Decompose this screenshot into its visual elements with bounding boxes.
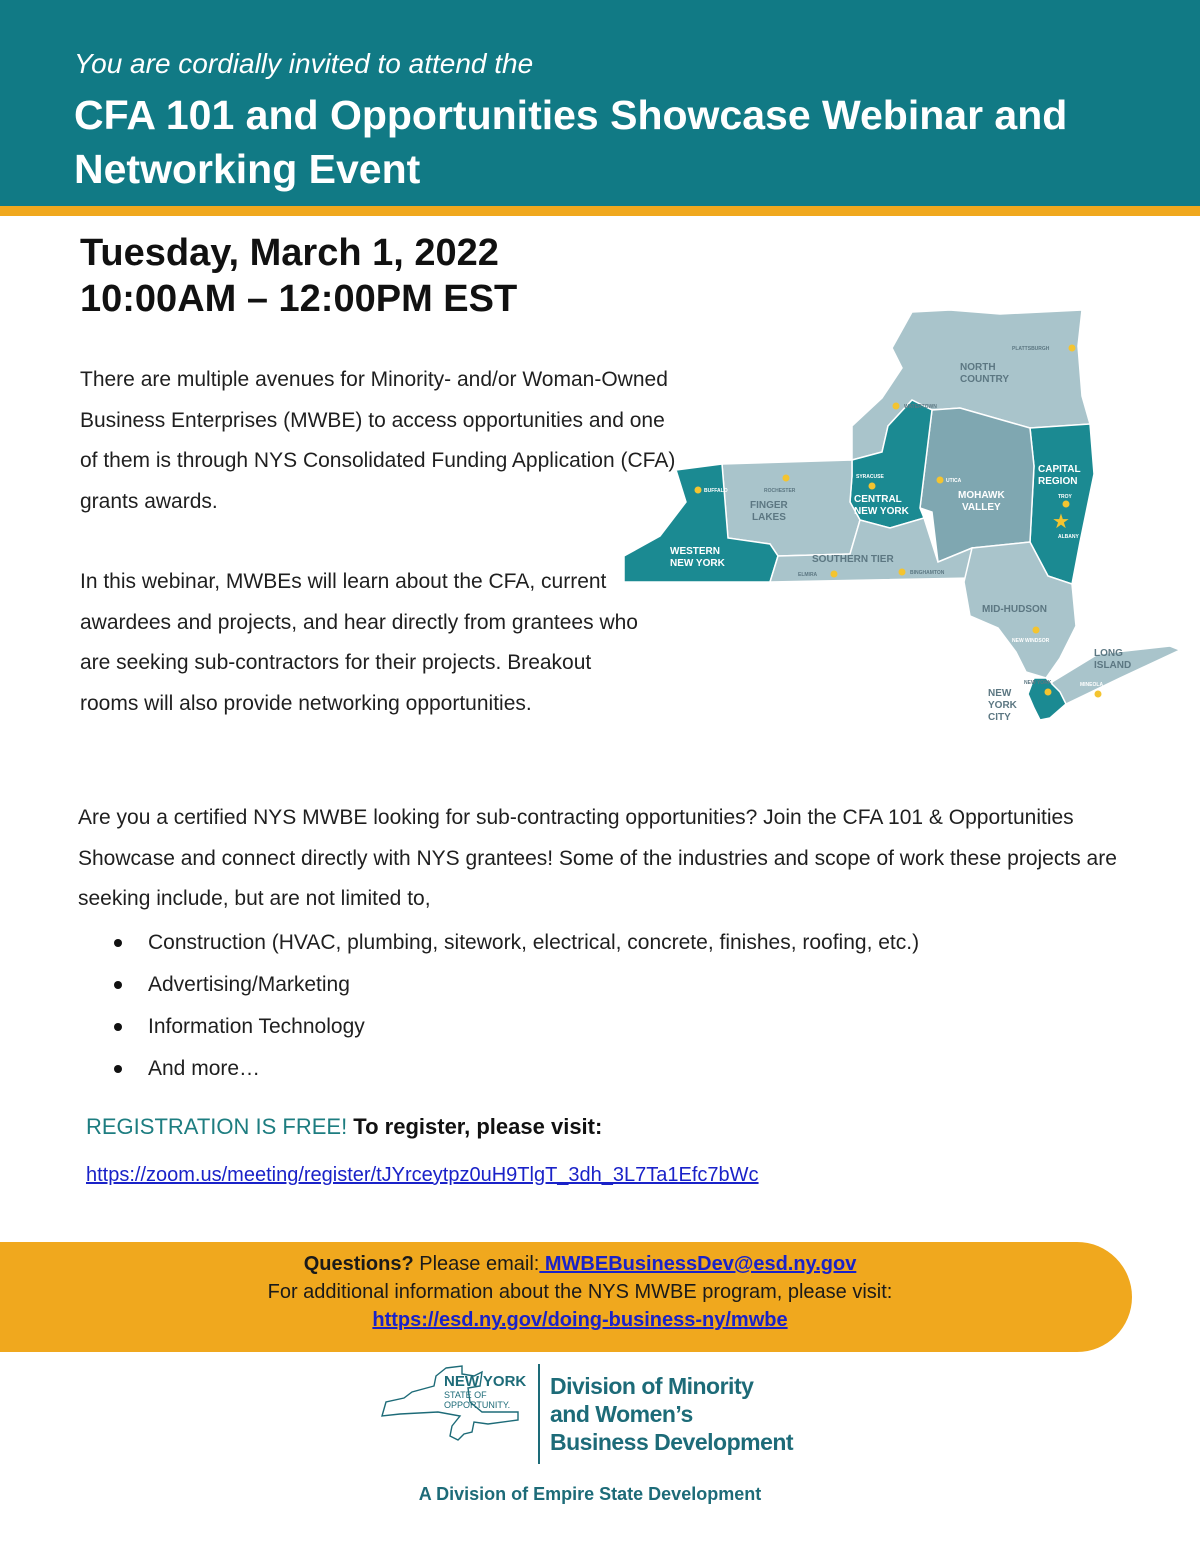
list-item-label: Construction (HVAC, plumbing, sitework, electrical, concrete, finishes, roofing, etc.) (148, 931, 920, 954)
map-label-southern: SOUTHERN TIER (812, 554, 894, 565)
map-label-finger-2: LAKES (752, 512, 786, 523)
map-city-watertown: WATERTOWN (904, 404, 937, 410)
invitation-intro: You are cordially invited to attend the (74, 48, 534, 79)
registration-free-label: REGISTRATION IS FREE! (86, 1114, 348, 1139)
paragraph-webinar-description: In this webinar, MWBEs will learn about the CFA, current awardees and projects, and hear directly from grantees who are seeking sub-contractors for their projects. Breakout rooms will also provide networking opportunities. (80, 570, 638, 715)
logo-ny-line1: NEW YORK (444, 1373, 527, 1390)
map-label-midhudson: MID-HUDSON (982, 604, 1047, 615)
map-dot-elmira (831, 571, 838, 578)
contact-email-link[interactable]: MWBEBusinessDev@esd.ny.gov (539, 1253, 857, 1275)
ny-regions-map (620, 306, 1132, 746)
mwbe-program-link[interactable]: https://esd.ny.gov/doing-business-ny/mwbe (372, 1309, 788, 1331)
bullet-icon (114, 1065, 122, 1073)
map-dot-plattsburgh (1069, 345, 1076, 352)
esd-tagline: A Division of Empire State Development (418, 1484, 762, 1504)
bullet-icon (114, 981, 122, 989)
list-item (112, 1048, 1112, 1090)
industry-list (112, 922, 1112, 1090)
map-city-new-windsor: NEW WINDSOR (1012, 638, 1050, 644)
map-dot-troy (1063, 501, 1070, 508)
map-label-long-island-2: ISLAND (1094, 660, 1132, 671)
info-text: For additional information about the NYS MWBE program, please visit: (267, 1281, 893, 1303)
registration-link[interactable]: https://zoom.us/meeting/register/tJYrceytpz0uH9TlgT_3dh_3L7Ta1Efc7bWc (86, 1164, 759, 1186)
map-city-elmira: ELMIRA (798, 572, 818, 578)
map-city-binghamton: BINGHAMTON (910, 570, 945, 576)
map-label-nyc-2: YORK (988, 700, 1017, 711)
map-label-north-country-1: NORTH (960, 362, 996, 373)
map-label-finger-1: FINGER (750, 500, 788, 511)
event-time: 10:00AM – 12:00PM EST (80, 278, 518, 320)
map-label-capital-2: REGION (1038, 476, 1078, 487)
map-city-syracuse: SYRACUSE (856, 474, 884, 480)
map-label-capital-1: CAPITAL (1038, 464, 1081, 475)
map-dot-new-york (1045, 689, 1052, 696)
questions-label: Questions? (303, 1253, 414, 1275)
map-city-new-york: NEW YORK (1024, 680, 1052, 686)
map-city-mineola: MINEOLA (1080, 682, 1104, 688)
bullet-icon (114, 939, 122, 947)
map-label-mohawk-1: MOHAWK (958, 490, 1005, 501)
map-city-rochester: ROCHESTER (764, 488, 796, 494)
map-dot-utica (937, 477, 944, 484)
list-item-label: Advertising/Marketing (148, 973, 350, 996)
map-label-western-2: NEW YORK (670, 558, 725, 569)
map-label-nyc-3: CITY (988, 712, 1011, 723)
registration-line (86, 1114, 602, 1140)
nys-logo-text (444, 1374, 526, 1410)
map-city-plattsburgh: PLATTSBURGH (1012, 346, 1050, 352)
capital-star-icon: ★ (1052, 509, 1070, 533)
map-city-albany: ALBANY (1058, 534, 1079, 540)
map-label-mohawk-2: VALLEY (962, 502, 1001, 513)
region-mohawk-valley (920, 408, 1034, 562)
list-item (112, 922, 1112, 964)
map-label-western-1: WESTERN (670, 546, 720, 557)
division-name (550, 1372, 793, 1456)
map-city-utica: UTICA (946, 478, 962, 484)
paragraph-mwbe-avenues: There are multiple avenues for Minority- and/or Woman-Owned Business Enterprises (MWBE) to access opportunities and one of them is through NYS Consolidated Funding Application (CFA) grants awards. (80, 368, 676, 513)
event-date: Tuesday, March 1, 2022 (80, 232, 499, 274)
map-city-troy: TROY (1058, 494, 1072, 500)
map-dot-syracuse (869, 483, 876, 490)
division-line1: Division of Minority (550, 1373, 754, 1399)
event-datetime (80, 230, 517, 322)
list-item-label: Information Technology (148, 1015, 365, 1038)
logo-ny-line3: OPPORTUNITY. (444, 1400, 511, 1410)
map-city-buffalo: BUFFALO (704, 488, 728, 494)
logo-divider (538, 1364, 540, 1464)
map-dot-binghamton (899, 569, 906, 576)
email-prompt: Please email: (413, 1253, 540, 1275)
logo-ny-line2: STATE OF (444, 1390, 487, 1400)
footer-contact (0, 1250, 1160, 1334)
map-label-central-2: NEW YORK (854, 506, 909, 517)
map-dot-watertown (893, 403, 900, 410)
header-accent-bar (0, 206, 1200, 216)
map-label-long-island-1: LONG (1094, 648, 1123, 659)
list-item (112, 1006, 1112, 1048)
map-dot-mineola (1095, 691, 1102, 698)
map-dot-rochester (783, 475, 790, 482)
map-label-nyc-1: NEW (988, 688, 1012, 699)
paragraph-subcontracting: Are you a certified NYS MWBE looking for sub-contracting opportunities? Join the CFA 101 & Opportunities Showcase and connect directly with NYS grantees! Some of the industries and scope of work these projects are seeking include, but are not limited to, (78, 806, 1117, 910)
list-item-label: And more… (148, 1057, 261, 1080)
event-title: CFA 101 and Opportunities Showcase Webinar and Networking Event (74, 92, 1068, 192)
list-item (112, 964, 1112, 1006)
ny-regions-map-svg (620, 306, 1132, 746)
map-dot-buffalo (695, 487, 702, 494)
bullet-icon (114, 1023, 122, 1031)
map-label-north-country-2: COUNTRY (960, 374, 1010, 385)
division-line2: and Women’s (550, 1401, 693, 1427)
division-line3: Business Development (550, 1429, 794, 1455)
registration-visit-label: To register, please visit: (347, 1114, 603, 1139)
map-dot-new-windsor (1033, 627, 1040, 634)
map-label-central-1: CENTRAL (854, 494, 902, 505)
